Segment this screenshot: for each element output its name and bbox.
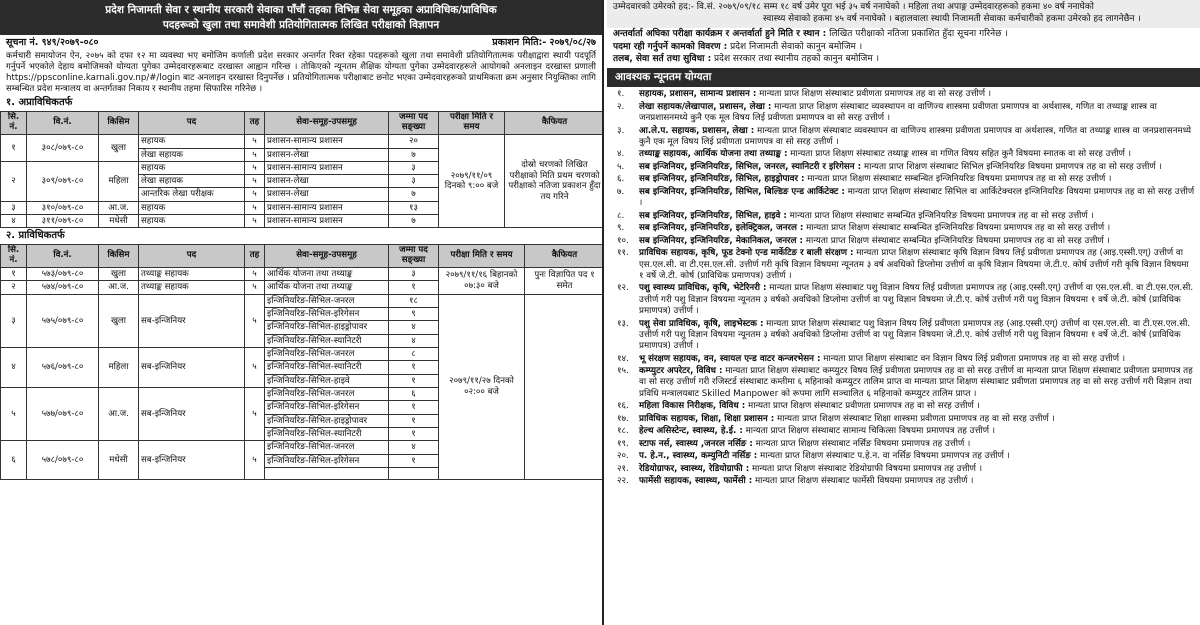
cell-post: तथ्याङ्क सहायक [139, 268, 245, 281]
cell-count: ७ [389, 215, 439, 228]
qualification-requirement: मान्यता प्राप्त शिक्षण संस्थाबाट पशु विज्ञान विषय लिई प्रवीणता प्रमाणपत्र तह (आइ.एस्सी.एग्) उत्तीर्ण वा एस.एल.सी. वा टी.एस.एल.सी. उत्तीर्ण गरी पशु विज्ञान विषयमा न्यूनतम ३ वर्षको अवधिको डिप्लोमा उत्तीर्ण वा पशु विज्ञान विषयमा जे.टी.ए. कोर्ष उत्तीर्ण गरी पशु विज्ञान विषयमा १ वर्षे जे.टी. कोर्ष (प्राविधिक प्रमाणपत्र) उत्तीर्ण । [639, 318, 1191, 352]
cell-level: ५ [245, 268, 265, 281]
cell-count: ३ [389, 161, 439, 174]
qualification-requirement: मान्यता प्राप्त शिक्षण संस्थाबाट फार्मेसी विषयमा प्रमाणपत्र तह उत्तीर्ण । [752, 476, 974, 487]
cell-sn: ४ [1, 215, 27, 228]
section-nontechnical-heading: १. अप्राविधिकतर्फ [6, 97, 73, 109]
qualification-post: लेखा सहायक/लेखापाल, प्रशासन, लेखा : [639, 101, 772, 112]
qualification-requirement: मान्यता प्राप्त शिक्षण संस्थाबाट सम्बन्धित इन्जिनियरिङ विषयमा प्रमाणपत्र तह वा सो सरह उत्तीर्ण । [786, 210, 1094, 221]
qualification-text [639, 439, 1196, 450]
cell-count: १ [389, 401, 439, 414]
qualification-text [639, 126, 1196, 149]
col-header: जम्मा पद सङ्ख्या [389, 245, 439, 268]
qualification-post: फार्मेसी सहायक, स्वास्थ्य, फार्मेसी : [639, 476, 753, 487]
cell-sn: १ [1, 268, 27, 281]
cell-remark: दोस्रो चरणको लिखित परीक्षाको मिति प्रथम चरणको परीक्षाको नतिजा प्रकाशन हुँदा तय गरिने [505, 135, 605, 228]
cell-type: खुला [99, 294, 139, 347]
cell-service: प्रशासन-सामान्य प्रशासन [265, 215, 389, 228]
qualification-item [611, 174, 1196, 187]
cell-exam-date: २०७९/११/०९ दिनको ९:०० बजे [439, 135, 505, 228]
cell-level: ५ [245, 387, 265, 440]
qualification-item [611, 283, 1196, 318]
qualification-post: सब इन्जिनियर, इन्जिनियरिङ, सिभिल, बिल्डिङ एन्ड आर्किटेक्ट : [639, 186, 845, 197]
col-header: जम्मा पद सङ्ख्या [389, 112, 439, 135]
qualification-requirement: मान्यता प्राप्त शिक्षण संस्थाबाट सम्बन्धित इन्जिनियरिङ विषयमा प्रमाणपत्र तह वा सो सरह उत्तीर्ण । [803, 235, 1110, 246]
qualification-item [611, 89, 1196, 102]
cell-level: ५ [245, 348, 265, 388]
cell-count: १ [389, 414, 439, 427]
cell-service: इन्जिनियरिङ-सिभिल-स्यानिटरी [265, 427, 389, 440]
notice-number: सूचना नं. ९४९/२०७९-०८० [6, 37, 99, 49]
cell-count: १ [389, 374, 439, 387]
cell-service-empty [265, 467, 389, 479]
qualification-text [639, 236, 1196, 247]
cell-service: इन्जिनियरिङ-सिभिल-हाइड्रोपावर [265, 321, 389, 334]
qualification-requirement: मान्यता प्राप्त शिक्षण संस्थाबाट प्रवीणता प्रमाणपत्र तह वा सो सरह उत्तीर्ण । [745, 401, 980, 412]
cell-type: आ.ज. [99, 201, 139, 214]
cell-service: प्रशासन-सामान्य प्रशासन [265, 161, 389, 174]
cell-count: ४ [389, 441, 439, 454]
qualification-requirement: मान्यता प्राप्त शिक्षण संस्थाबाट नर्सिङ विषयमा प्रमाणपत्र तह उत्तीर्ण । [752, 438, 971, 449]
cell-service: इन्जिनियरिङ-सिभिल-इरिगेसन [265, 308, 389, 321]
qualification-number: ६. [617, 174, 625, 185]
cell-sn: २ [1, 281, 27, 294]
cell-service: इन्जिनियरिङ-सिभिल-स्यानिटरी [265, 334, 389, 347]
cell-sn: ३ [1, 294, 27, 347]
cell-adv-no: ३१०/०७९-८० [27, 201, 99, 214]
cell-service: प्रशासन-लेखा [265, 175, 389, 188]
cell-level: ५ [245, 294, 265, 347]
cell-service: इन्जिनियरिङ-सिभिल-जनरल [265, 294, 389, 307]
col-header: कैफियत [505, 112, 605, 135]
qualification-item [611, 248, 1196, 283]
cell-adv-no: ५७७/०७९-८० [27, 387, 99, 440]
qualification-text [639, 89, 1196, 100]
qualification-text [639, 162, 1196, 173]
cell-adv-no: ५७८/०७९-८० [27, 441, 99, 480]
qualification-post: पशु सेवा प्राविधिक, कृषि, लाइभेस्टक : [639, 318, 764, 329]
cell-service: आर्थिक योजना तथा तथ्याङ्क [265, 281, 389, 294]
cell-count: १८ [389, 294, 439, 307]
qualification-post: कम्प्युटर अपरेटर, विविध : [639, 366, 723, 377]
qualification-post: महिला विकास निरीक्षक, विविध : [639, 401, 746, 412]
qualification-post: सब इन्जिनियर, इन्जिनियरिङ, मेकानिकल, जनरल : [639, 235, 804, 246]
cell-adv-no: ३०८/०७९-८० [27, 135, 99, 162]
cell-post: आन्तरिक लेखा परीक्षक [139, 188, 245, 201]
cell-exam-date: २०७९/११/१६ बिहानको ०७:३० बजे [439, 268, 525, 295]
cell-count: १ [389, 454, 439, 467]
qualification-requirement: मान्यता प्राप्त शिक्षण संस्थाबाट रेडियोग्राफी विषयमा प्रमाणपत्र तह उत्तीर्ण । [749, 463, 982, 474]
qualification-item [611, 101, 1196, 125]
qualification-number: १. [617, 89, 625, 100]
col-header: परीक्षा मिति र समय [439, 112, 505, 135]
salary-info [607, 53, 1200, 66]
cell-type: मधेसी [99, 441, 139, 480]
cell-remark: पुनः विज्ञापित पद १ समेत [525, 268, 605, 295]
qualification-item [611, 149, 1196, 162]
col-header: कैफियत [525, 245, 605, 268]
cell-post: सहायक [139, 215, 245, 228]
qualification-text [639, 319, 1196, 353]
qualification-requirement: मान्यता प्राप्त शिक्षण संस्थाबाट कृषि विज्ञान विषय लिई प्रवीणता प्रमाणपत्र तह (आइ.एस्सी.एग्) उत्तीर्ण वा एस.एल.सी. वा टी.एस.एल.सी. उत्तीर्ण गरी कृषि विज्ञान विषयमा न्यूनतम ३ वर्ष अवधिको डिप्लोमा उत्तीर्ण वा कृषि विज्ञान विषयमा जे.टी.ए. कोर्ष उत्तीर्ण गरी कृषि विज्ञान विषयमा १ वर्षे जे.टी. कोर्ष (प्राविधिक प्रमाणपत्र) उत्तीर्ण । [639, 248, 1189, 281]
qualification-requirement: मान्यता प्राप्त शिक्षण संस्थाबाट सम्बन्धित इन्जिनियरिङ विषयमा प्रमाणपत्र तह वा सो सरह उत्तीर्ण । [804, 174, 1112, 185]
qualification-number: १०. [617, 235, 629, 246]
qualification-post: भू संरक्षण सहायक, वन, स्वायल एन्ड वाटर कन्जरभेसन : [639, 353, 821, 364]
qualification-post: प. हे.न., स्वास्थ्य, कम्युनिटी नर्सिङ : [639, 451, 758, 462]
cell-adv-no: ३०९/०७९-८० [27, 161, 99, 201]
cell-post: सहायक [139, 161, 245, 174]
qualification-number: १२. [617, 283, 629, 294]
cell-post: लेखा सहायक [139, 148, 245, 161]
qualification-post: आ.ले.प. सहायक, प्रशासन, लेखा : [639, 125, 755, 136]
qualification-text [639, 476, 1196, 487]
table-row [1, 268, 605, 281]
qualification-post: तथ्याङ्क सहायक, आर्थिक योजना तथा तथ्याङ्क : [639, 149, 788, 160]
duty-info [607, 41, 1200, 54]
cell-adv-no: ३११/०७९-८० [27, 215, 99, 228]
cell-service: इन्जिनियरिङ-सिभिल-हाइवे [265, 374, 389, 387]
cell-type: आ.ज. [99, 387, 139, 440]
col-header: किसिम [99, 245, 139, 268]
col-header: वि.नं. [27, 245, 99, 268]
col-header: सेवा-समूह-उपसमूह [265, 112, 389, 135]
cell-type: महिला [99, 348, 139, 388]
cell-post: तथ्याङ्क सहायक [139, 281, 245, 294]
cell-level: ५ [245, 215, 265, 228]
cell-level: ५ [245, 441, 265, 480]
qualification-requirement: मान्यता प्राप्त शिक्षण संस्थाबाट शिक्षा शास्त्रमा प्रवीणता प्रमाणपत्र तह वा सो सरह उत्तीर्ण । [774, 413, 1055, 424]
qualification-text [639, 102, 1196, 125]
cell-type: खुला [99, 135, 139, 162]
cell-sn: ६ [1, 441, 27, 480]
qualification-number: २२. [617, 476, 629, 487]
cell-count: १३ [389, 201, 439, 214]
cell-count: ७ [389, 148, 439, 161]
table-row [1, 135, 605, 148]
qualification-item [611, 210, 1196, 223]
qualification-post: पशु स्वास्थ्य प्राविधिक, कृषि, भेटेरिनरी : [639, 283, 767, 294]
col-header: किसिम [99, 112, 139, 135]
cell-adv-no: ५७४/०७९-८० [27, 281, 99, 294]
cell-sn: ३ [1, 201, 27, 214]
cell-sn: ४ [1, 348, 27, 388]
qualification-number: २०. [617, 451, 629, 462]
intro-paragraph: कर्मचारी समायोजन ऐन, २०७५ को दफा १२ मा व्यवस्था भए बमोजिम कर्णाली प्रदेश सरकार अन्तर्गत रिक्त रहेका पदहरूको खुला तथा समावेशी प्रतियोगितात्मक परीक्षाद्वारा स्थायी पदपूर्ति गर्नुपर्ने भएकोले देहाय बमोजिमको योग्यता पुगेका उम्मेदवारहरूबाट दरखास्त आह्वान गरिन्छ । तोकिएको न्यूनतम शैक्षिक योग्यता पुगेका उम्मेदवारहरूले आयोगको अनलाइन दरखास्त प्रणाली https://ppsconline.karnali.gov.np/#/login बाट अनलाइन दरखास्त दिनुपर्नेछ । प्रतियोगितात्मक परीक्षाबाट छनोट भएका उम्मेदवारहरूको प्राथमिकता क्रम अनुसार नियुक्तिका लागि सम्बन्धित प्रदेश मन्त्रालय वा अन्तर्गतका निकाय र स्थानीय तहमा सिफारिस गरिनेछ । [6, 50, 596, 95]
cell-post: सहायक [139, 201, 245, 214]
cell-type: महिला [99, 161, 139, 201]
qualification-post: सब इन्जिनियर, इन्जिनियरिङ, सिभिल, जनरल, स्यानिटरी र इरिगेसन : [639, 161, 862, 172]
qualification-post: सहायक, प्रशासन, सामान्य प्रशासन : [639, 89, 757, 100]
qualification-item [611, 125, 1196, 149]
cell-service: इन्जिनियरिङ-सिभिल-जनरल [265, 387, 389, 400]
col-header: सेवा-समूह-उपसमूह [265, 245, 389, 268]
qualification-post: रेडियोग्राफर, स्वास्थ्य, रेडियोग्राफी : [639, 463, 750, 474]
qualification-heading: आवश्यक न्यूनतम योग्यता [607, 68, 1200, 87]
qualification-item [611, 451, 1196, 464]
cell-service: इन्जिनियरिङ-सिभिल-हाइड्रोपावर [265, 414, 389, 427]
salary-value: प्रदेश सरकार तथा स्थानीय तहको कानुन बमोजिम । [711, 54, 879, 65]
cell-sn: ५ [1, 387, 27, 440]
qualification-number: ७. [617, 186, 625, 197]
col-header: तह [245, 245, 265, 268]
cell-sn: २ [1, 161, 27, 201]
table-header-row [1, 112, 605, 135]
cell-service: इन्जिनियरिङ-सिभिल-जनरल [265, 348, 389, 361]
cell-level: ५ [245, 201, 265, 214]
qualification-requirement: मान्यता प्राप्त शिक्षण संस्थाबाट कम्प्युटर विषय लिई प्रवीणता प्रमाणपत्र तह वा सो सरह उत्तीर्ण वा मान्यता प्राप्त शिक्षण संस्थाबाट प्रवीणता प्रमाणपत्र तह वा सो सरह उत्तीर्ण गरी रजिस्टर्ड संस्थाबाट कम्तीमा ६ महिनाको कम्प्युटर तालिम प्राप्त वा मान्यता प्राप्त शिक्षण संस्थाबाट प्रवीणता प्रमाणपत्र तह वा सो सरह उत्तीर्ण गरी विज्ञान तथा प्रविधि मन्त्रालयबाट Skilled Manpower को रूपमा लागि सञ्चालित ६ महिनाको कम्प्युटर तालिम प्राप्त । [639, 366, 1193, 399]
qualification-text [639, 248, 1196, 282]
col-header: पद [139, 245, 245, 268]
cell-post: सब-इन्जिनियर [139, 348, 245, 388]
cell-post: सब-इन्जिनियर [139, 441, 245, 480]
qualification-number: २१. [617, 463, 629, 474]
qualification-number: ११. [617, 248, 629, 259]
cell-service: प्रशासन-सामान्य प्रशासन [265, 201, 389, 214]
qualification-item [611, 318, 1196, 353]
qualification-number: १५. [617, 366, 629, 377]
col-header: सि. नं. [1, 245, 27, 268]
duty-label: पदमा रही गर्नुपर्ने कामको विवरण : [613, 41, 728, 52]
cell-sn: १ [1, 135, 27, 162]
cell-level: ५ [245, 175, 265, 188]
qualification-item [611, 426, 1196, 439]
age-limit-line-2: स्वास्थ्य सेवाको हकमा ४५ वर्ष ननाघेको । बहालवाला स्थायी निजामती सेवाका कर्मचारीको हकमा उमेरको हद लागनेछैन । [763, 13, 1141, 24]
qualification-text [639, 223, 1196, 234]
qualification-requirement: मान्यता प्राप्त शिक्षण संस्थाबाट सामान्य चिकित्सा विषयमा प्रमाणपत्र तह उत्तीर्ण । [742, 426, 996, 437]
age-limit-line-1: उम्मेदवारको उमेरको हद:- वि.सं. २०७९/०९/१८ सम्म १८ वर्ष उमेर पूरा भई ३५ वर्ष ननाघेको । महिला तथा अपाङ्ग उम्मेदवारहरूको हकमा ४० वर्ष ननाघेको [613, 2, 1094, 12]
col-header: पद [139, 112, 245, 135]
title-line-1: प्रदेश निजामती सेवा र स्थानीय सरकारी सेवाका पाँचौं तहका विभिन्न सेवा समूहका अप्राविधिक/प्राविधिक [105, 4, 497, 16]
qualification-item [611, 186, 1196, 210]
qualification-number: २. [617, 101, 625, 112]
qualification-item [611, 223, 1196, 236]
qualification-item [611, 161, 1196, 174]
qualification-text [639, 211, 1196, 222]
qualification-text [639, 401, 1196, 412]
table-row [1, 294, 605, 307]
cell-service: इन्जिनियरिङ-सिभिल-इरिगेसन [265, 454, 389, 467]
qualification-post: स्टाफ नर्स, स्वास्थ्य ,जनरल नर्सिङ : [639, 438, 753, 449]
cell-count: ७ [389, 188, 439, 201]
cell-service: प्रशासन-सामान्य प्रशासन [265, 135, 389, 148]
duty-value: प्रदेश निजामती सेवाको कानुन बमोजिम । [727, 41, 863, 52]
cell-service: इन्जिनियरिङ-सिभिल-इरिगेसन [265, 401, 389, 414]
qualification-post: सब इन्जिनियर, इन्जिनियरिङ, सिभिल, हाइवे : [639, 210, 787, 221]
qualification-post: प्राविधिक सहायक, शिक्षा, शिक्षा प्रशासन : [639, 413, 775, 424]
qualification-text [639, 426, 1196, 437]
cell-count: ८ [389, 348, 439, 361]
qualification-item [611, 366, 1196, 401]
qualification-text [639, 451, 1196, 462]
qualification-text [639, 414, 1196, 425]
cell-adv-no: ५७५/०७९-८० [27, 294, 99, 347]
qualification-item [611, 438, 1196, 451]
cell-service: प्रशासन-लेखा [265, 148, 389, 161]
cell-type: मधेसी [99, 215, 139, 228]
qualification-item [611, 235, 1196, 248]
qualification-item [611, 401, 1196, 414]
cell-count: १ [389, 361, 439, 374]
qualification-post: प्राविधिक सहायक, कृषि, फूड टेक्नो एन्ड मार्केटिङ र बाली संरक्षण : [639, 248, 854, 259]
qualification-requirement: मान्यता प्राप्त शिक्षण संस्थाबाट सिभिल वा आर्किटेक्चरल इन्जिनियरिङ विषयमा प्रमाणपत्र तह वा सो सरह उत्तीर्ण । [639, 186, 1195, 209]
cell-count: ९ [389, 308, 439, 321]
cell-count: ६ [389, 387, 439, 400]
cell-level: ५ [245, 148, 265, 161]
cell-post: सब-इन्जिनियर [139, 387, 245, 440]
technical-table [0, 244, 604, 480]
qualification-number: १४. [617, 353, 629, 364]
qualification-item [611, 463, 1196, 476]
qualification-post: हेल्थ असिस्टेन्ट, स्वास्थ्य, हे.ई. : [639, 426, 743, 437]
cell-adv-no: ५७३/०७९-८० [27, 268, 99, 281]
cell-type: खुला [99, 268, 139, 281]
cell-post: सब-इन्जिनियर [139, 294, 245, 347]
qualification-text [639, 464, 1196, 475]
col-header: तह [245, 112, 265, 135]
qualification-text [639, 187, 1196, 210]
qualification-requirement: मान्यता प्राप्त शिक्षण संस्थाबाट पशु विज्ञान विषय लिई प्रवीणता प्रमाणपत्र तह (आइ.एस्सी.एग्) उत्तीर्ण वा एस.एल.सी. वा टी.एस.एल.सी. उत्तीर्ण गरी पशु विज्ञान विषयमा न्यूनतम ३ वर्षको अवधिको डिप्लोमा उत्तीर्ण वा पशु विज्ञान विषयमा जे.टी.ए. कोर्ष उत्तीर्ण गरी पशु विज्ञान विषयमा १ वर्षे जे.टी. कोर्ष (प्राविधिक प्रमाणपत्र) उत्तीर्ण । [639, 283, 1194, 317]
qualification-number: १३. [617, 318, 629, 329]
qualification-item [611, 476, 1196, 489]
cell-level: ५ [245, 135, 265, 148]
qualification-number: १९. [617, 438, 629, 449]
cell-count: २० [389, 135, 439, 148]
cell-count: १ [389, 427, 439, 440]
qualification-number: ८. [617, 210, 625, 221]
notice-meta [0, 35, 602, 50]
qualification-post: सब इन्जिनियर, इन्जिनियरिङ, इलेक्ट्रिकल, जनरल : [639, 223, 804, 234]
qualification-number: १७. [617, 413, 629, 424]
cell-level: ५ [245, 281, 265, 294]
notice-title [0, 0, 602, 35]
cell-post: लेखा सहायक [139, 175, 245, 188]
qualification-number: ९. [617, 223, 625, 234]
qualification-text [639, 283, 1196, 317]
col-header: सि. नं. [1, 112, 27, 135]
cell-level: ५ [245, 161, 265, 174]
cell-service: प्रशासन-लेखा [265, 188, 389, 201]
cell-service: आर्थिक योजना तथा तथ्याङ्क [265, 268, 389, 281]
cell-service: इन्जिनियरिङ-सिभिल-स्यानिटरी [265, 361, 389, 374]
interview-info [607, 28, 1200, 41]
title-line-2: पदहरूको खुला तथा समावेशी प्रतियोगितात्मक लिखित परीक्षाको विज्ञापन [162, 18, 440, 31]
qualification-text [639, 366, 1196, 400]
cell-exam-date: २०७९/११/२७ दिनको ०२:०० बजे [439, 294, 525, 479]
col-header: परीक्षा मिति र समय [439, 245, 525, 268]
nontechnical-table [0, 111, 604, 228]
right-column [607, 0, 1200, 625]
interview-label: अन्तर्वार्ता अघिका परीक्षा कार्यक्रम र अन्तर्वार्ता हुने मिति र स्थान : [613, 28, 827, 39]
col-header: वि.नं. [27, 112, 99, 135]
cell-level: ५ [245, 188, 265, 201]
qualification-requirement: मान्यता प्राप्त शिक्षण संस्थाबाट प्रवीणता प्रमाणपत्र तह वा सो सरह उत्तीर्ण । [756, 89, 992, 100]
cell-service: इन्जिनियरिङ-सिभिल-जनरल [265, 441, 389, 454]
cell-adv-no: ५७६/०७९-८० [27, 348, 99, 388]
table-header-row [1, 245, 605, 268]
cell-count: ४ [389, 321, 439, 334]
qualification-text [639, 174, 1196, 185]
qualification-requirement: मान्यता प्राप्त शिक्षण संस्थाबाट प.हे.न. वा नर्सिङ विषयमा प्रमाणपत्र तह उत्तीर्ण । [757, 451, 1010, 462]
qualification-requirement: मान्यता प्राप्त शिक्षण संस्थाबाट व्यवस्थापन वा वाणिज्य शास्त्रमा प्रवीणता प्रमाणपत्र वा अर्थशास्त्र, गणित वा तथ्याङ्क शास्त्र वा जनप्रशासनमध्ये कुनै एक मूल विषय लिई प्रवीणता प्रमाणपत्र वा सो सरह उत्तीर्ण । [639, 125, 1192, 147]
cell-count: ३ [389, 268, 439, 281]
qualification-text [639, 149, 1196, 160]
age-limit-block [607, 0, 1200, 28]
qualification-requirement: मान्यता प्राप्त शिक्षण संस्थाबाट सिभिल इन्जिनियरिङ विषयमा प्रमाणपत्र तह वा सो सरह उत्तीर्ण । [861, 161, 1162, 172]
qualification-requirement: मान्यता प्राप्त शिक्षण संस्थाबाट सम्बन्धित इन्जिनियरिङ विषयमा प्रमाणपत्र तह वा सो सरह उत्तीर्ण । [803, 223, 1111, 234]
qualification-post: सब इन्जिनियर, इन्जिनियरिङ, सिभिल, हाइड्रोपावर : [639, 174, 805, 185]
qualification-number: ३. [617, 125, 625, 136]
qualification-list [607, 87, 1200, 488]
cell-remark-empty [525, 294, 605, 479]
qualification-number: १८. [617, 426, 629, 437]
publish-date: प्रकाशन मिति:- २०७९/०८/२७ [492, 37, 596, 49]
cell-count: ३ [389, 175, 439, 188]
qualification-requirement: मान्यता प्राप्त शिक्षण संस्थाबाट व्यवस्थापन वा वाणिज्य शास्त्रमा प्रवीणता प्रमाणपत्र वा अर्थशास्त्र, गणित वा तथ्याङ्क शास्त्र वा जनप्रशासनमध्ये कुनै एक मूल विषय लिई प्रवीणता प्रमाणपत्र वा सो सरह उत्तीर्ण । [639, 101, 1157, 124]
cell-post: सहायक [139, 135, 245, 148]
cell-count-empty [389, 467, 439, 479]
cell-count: १ [389, 281, 439, 294]
qualification-text [639, 354, 1196, 365]
qualification-item [611, 413, 1196, 426]
qualification-requirement: मान्यता प्राप्त शिक्षण संस्थाबाट वन विज्ञान विषय लिई प्रवीणता प्रमाणपत्र तह वा सो सरह उत्तीर्ण । [820, 353, 1126, 364]
salary-label: तलब, सेवा सर्त तथा सुविधा : [613, 54, 712, 65]
section-technical-heading: २. प्राविधिकतर्फ [6, 230, 65, 242]
cell-count: ४ [389, 334, 439, 347]
qualification-requirement: मान्यता प्राप्त शिक्षण संस्थाबाट तथ्याङ्क शास्त्र वा गणित विषय सहित कुनै विषयमा स्नातक वा सो सरह उत्तीर्ण । [787, 149, 1132, 160]
qualification-item [611, 353, 1196, 366]
cell-type: आ.ज. [99, 281, 139, 294]
qualification-number: १६. [617, 401, 629, 412]
interview-value: लिखित परीक्षाको नतिजा प्रकाशित हुँदा सूचना गरिनेछ । [826, 28, 1008, 39]
qualification-number: ५. [617, 161, 625, 172]
qualification-number: ४. [617, 149, 625, 160]
